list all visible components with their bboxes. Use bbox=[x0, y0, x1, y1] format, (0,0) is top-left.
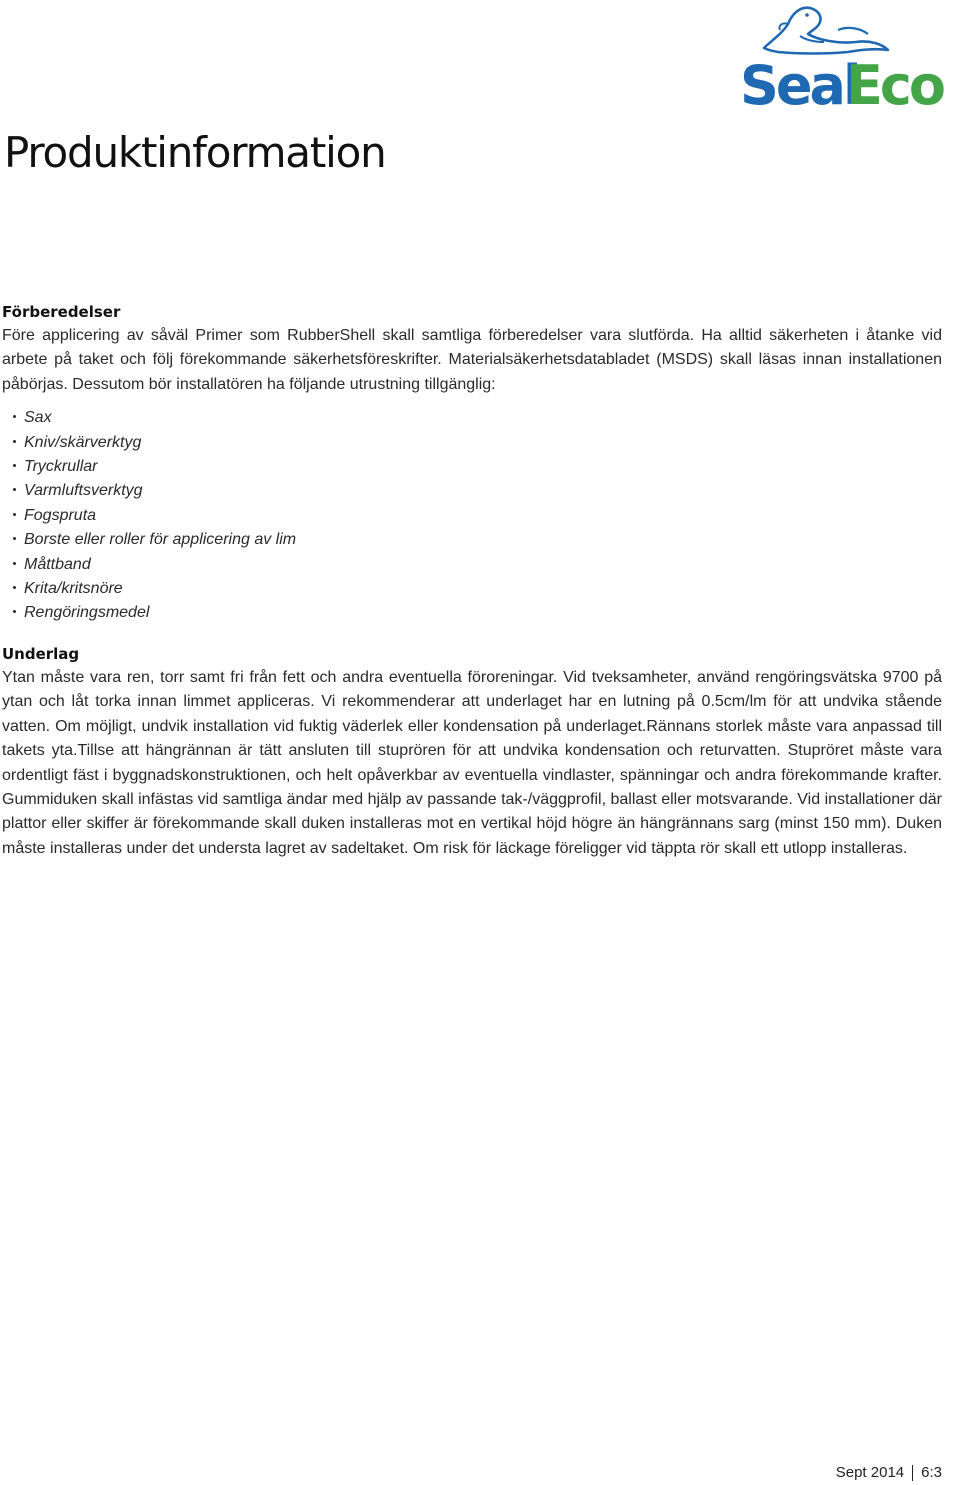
forberedelser-paragraph: Före applicering av såväl Primer som RubberShell skall samtliga förberedelser vara slutförda. Ha alltid säkerheten i åtanke vid arbete på taket och följ förekommande säkerhetsföreskrifter. Materialsäkerhetsdatabladet (MSDS) skall läsas innan installationen påbörjas. Dessutom bör installatören ha följande utrustning tillgänglig: bbox=[2, 327, 942, 393]
list-item: Måttband bbox=[2, 553, 942, 577]
logo-text-eco: Eco bbox=[846, 54, 943, 112]
list-item: Varmluftsverktyg bbox=[2, 479, 942, 503]
section-heading-underlag: Underlag bbox=[2, 644, 80, 663]
logo-text-seal: Seal bbox=[740, 54, 859, 112]
list-item: Krita/kritsnöre bbox=[2, 577, 942, 601]
list-item: Sax bbox=[2, 406, 942, 430]
page-number: 6:3 bbox=[921, 1464, 942, 1481]
seal-logo-icon bbox=[738, 0, 960, 112]
document-body bbox=[2, 300, 942, 861]
footer-separator bbox=[912, 1465, 913, 1481]
list-item: Kniv/skärverktyg bbox=[2, 431, 942, 455]
list-item: Fogspruta bbox=[2, 504, 942, 528]
list-item: Borste eller roller för applicering av lim bbox=[2, 528, 942, 552]
footer-date: Sept 2014 bbox=[835, 1464, 905, 1481]
list-item: Rengöringsmedel bbox=[2, 601, 942, 625]
page-title: Produktinformation bbox=[4, 128, 386, 177]
section-forberedelser bbox=[2, 300, 942, 626]
underlag-paragraph: Ytan måste vara ren, torr samt fri från fett och andra eventuella föroreningar. Vid tveksamheter, använd rengöringsvätska 9700 på ytan och låt torka innan limmet appliceras. Vi rekommenderar att underlaget har en lutning på 0.5cm/lm för att undvika stående vatten. Om möjligt, undvik installation vid fuktig väderlek eller kondensation på underlaget.Rännans storlek måste vara anpassad till takets yta.Tillse att hängrännan är tätt ansluten till stuprören för att undvika kondensation och returvatten. Stupröret måste vara ordentligt fäst i byggnadskonstruktionen, och helt opåverkbar av eventuella vindlaster, spänningar och andra förekommande krafter. Gummiduken skall infästas vid samtliga ändar med hjälp av passande tak-/väggprofil, ballast eller motsvarande. Vid installationer där plattor eller skiffer är förekommande skall duken installeras mot en vertikal höjd högre än hängrännans sarg (minst 150 mm). Duken måste installeras under det understa lagret av sadeltaket. Om risk för läckage föreligger vid täppta rör skall ett utlopp installeras. bbox=[2, 668, 942, 857]
list-item: Tryckrullar bbox=[2, 455, 942, 479]
section-heading-forberedelser: Förberedelser bbox=[2, 303, 121, 321]
equipment-list bbox=[2, 406, 942, 626]
section-underlag bbox=[2, 642, 942, 861]
sealeco-logo bbox=[738, 0, 960, 112]
page-footer bbox=[836, 1464, 942, 1481]
